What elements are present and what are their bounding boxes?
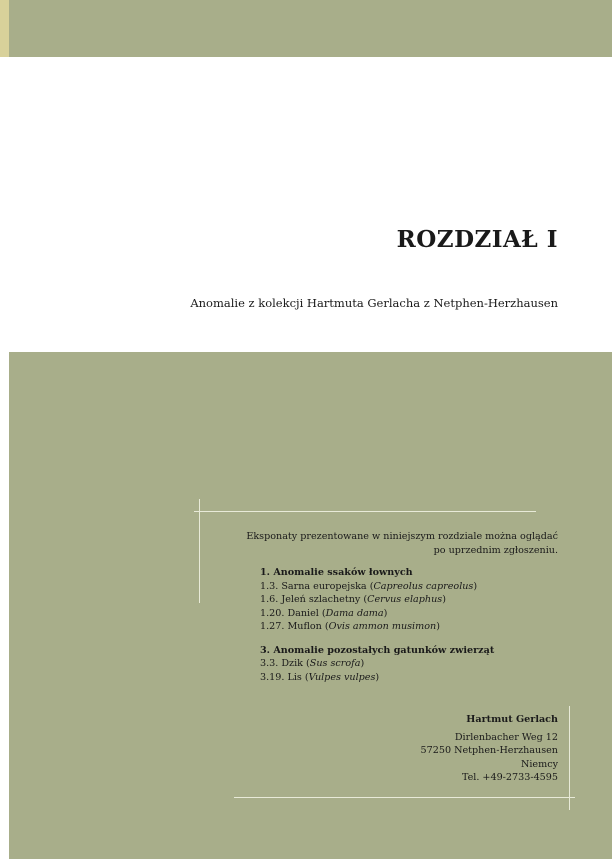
bottom-rule-horizontal (234, 797, 575, 798)
top-rule-horizontal (194, 511, 536, 512)
contact-street: Dirlenbacher Weg 12 (454, 731, 558, 743)
contact-phone: Tel. +49-2733-4595 (461, 772, 558, 783)
bottom-rule-vertical (569, 706, 570, 810)
chapter-subtitle: Anomalie z kolekcji Hartmuta Gerlacha z Netphen-Herzhausen (190, 296, 558, 310)
intro-line-2: po uprzednim zgłoszeniu. (433, 544, 558, 556)
section-gap (260, 634, 494, 644)
list-item: 1.20. Daniel (Dama dama) (260, 607, 388, 619)
section-heading: 1. Anomalie ssaków łownych (260, 567, 413, 578)
contact-city: 57250 Netphen-Herzhausen (420, 745, 558, 756)
top-accent-strip (0, 0, 9, 57)
intro-text (246, 530, 558, 557)
top-rule-vertical (199, 499, 200, 603)
list-item: 1.27. Muflon (Ovis ammon musimon) (260, 621, 440, 632)
contact-name: Hartmut Gerlach (466, 714, 558, 725)
list-item: 3.3. Dzik (Sus scrofa) (260, 658, 365, 669)
intro-line-1: Eksponaty prezentowane w niniejszym rozdziale można oglądać (246, 531, 558, 542)
contact-country: Niemcy (520, 758, 558, 770)
top-band (0, 0, 612, 57)
chapter-title: ROZDZIAŁ I (396, 226, 558, 253)
list-item: 1.3. Sarna europejska (Capreolus capreolus) (260, 580, 478, 592)
list-item: 1.6. Jeleń szlachetny (Cervus elaphus) (260, 594, 446, 605)
list-item: 3.19. Lis (Vulpes vulpes) (260, 671, 380, 683)
contact-block (421, 713, 558, 785)
exhibit-list (260, 566, 494, 684)
section-heading: 3. Anomalie pozostałych gatunków zwierząt (260, 644, 495, 656)
